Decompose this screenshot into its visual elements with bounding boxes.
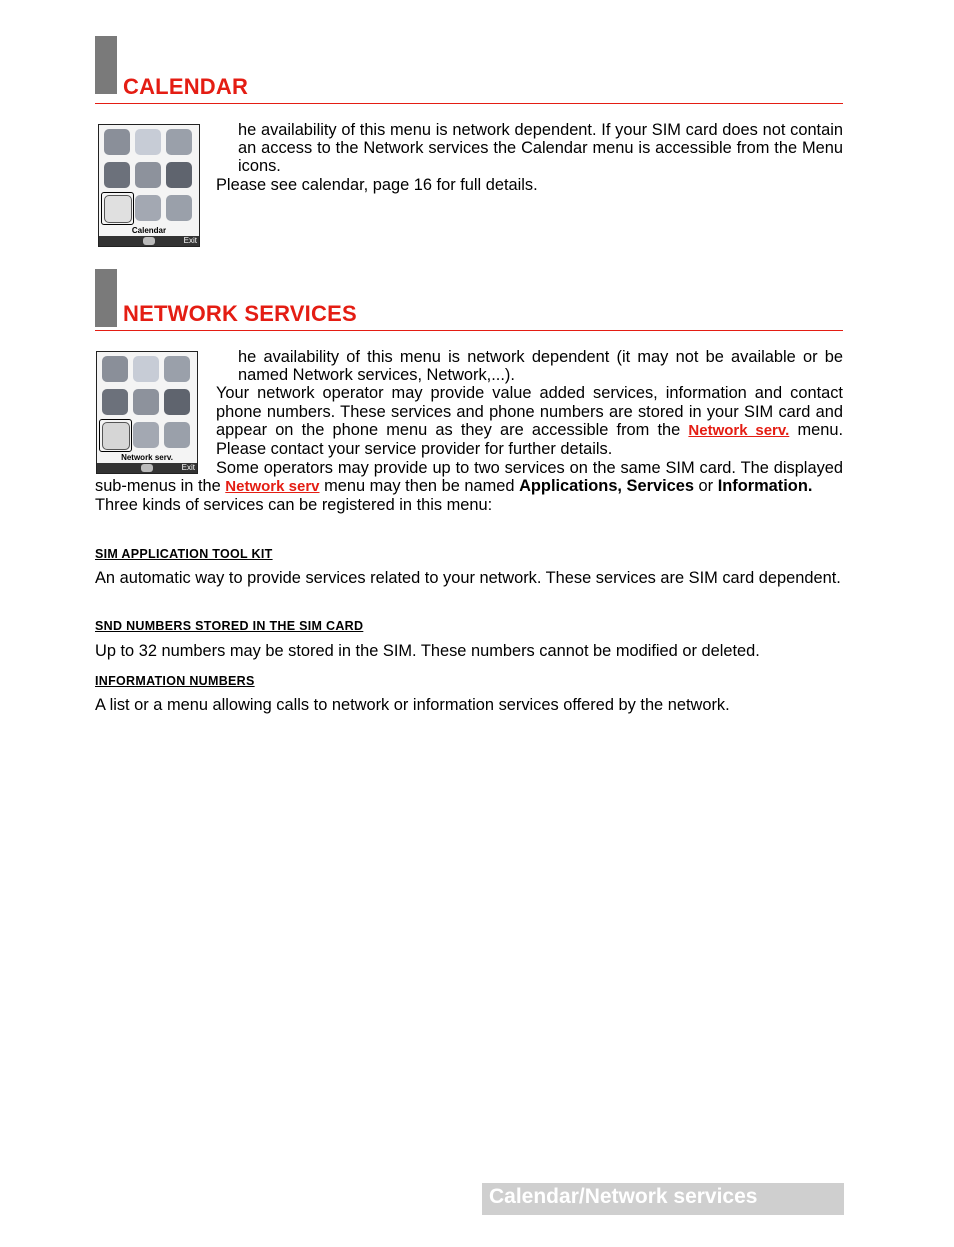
calendar-phone-screen	[98, 124, 200, 247]
camera-icon	[135, 162, 161, 188]
camera-icon	[133, 389, 159, 415]
briefcase-icon	[104, 129, 130, 155]
section-divider	[95, 330, 843, 331]
phone-icon	[166, 129, 192, 155]
selection-frame	[99, 419, 132, 452]
footer-title: Calendar/Network services	[489, 1185, 758, 1208]
softkey-bar	[99, 236, 199, 246]
calendar-section-header	[95, 36, 843, 106]
tools-icon	[166, 162, 192, 188]
phone-icon	[164, 356, 190, 382]
database-icon	[135, 195, 161, 221]
book-icon	[104, 162, 130, 188]
exit-softkey: Exit	[183, 236, 197, 245]
network-serv-link[interactable]: Network serv.	[688, 421, 790, 439]
subheading-sim-toolkit: SIM APPLICATION TOOL KIT	[95, 547, 273, 561]
tools-icon	[164, 389, 190, 415]
calendar-title: CALENDAR	[123, 74, 249, 99]
book-icon	[102, 389, 128, 415]
network-paragraph-2: Your network operator may provide value added services, information and contact phone numbers. These services and phone numbers are stored in your SIM card and appear on the phone menu as they are accessible from the Network serv. menu. Please contact your service provider for further details.	[216, 384, 843, 459]
network-paragraph-1: he availability of this menu is network dependent (it may not be available or be named Network services, Network,...).	[238, 348, 843, 385]
settings-icon	[164, 422, 190, 448]
section-body-snd-numbers: Up to 32 numbers may be stored in the SIM. These numbers cannot be modified or deleted.	[95, 642, 760, 660]
network-section-header	[95, 269, 843, 333]
briefcase-icon	[102, 356, 128, 382]
calendar-paragraph-2: Please see calendar, page 16 for full details.	[216, 175, 538, 194]
calendar-paragraph-1: he availability of this menu is network dependent. If your SIM card does not contain an access to the Network services the Calendar menu is accessible from the Menu icons.	[238, 121, 843, 176]
network-body-top	[216, 348, 843, 458]
network-paragraph-3: Some operators may provide up to two services on the same SIM card. The displayed sub-menus in the Network serv menu may then be named Applications, Services or Information.	[95, 459, 843, 496]
section-marker-block	[95, 269, 117, 327]
envelope-icon	[135, 129, 161, 155]
exit-softkey: Exit	[181, 463, 195, 472]
screen-label: Network serv.	[121, 453, 173, 462]
network-serv-link-2[interactable]: Network serv	[225, 478, 320, 496]
network-paragraph-4: Three kinds of services can be registered in this menu:	[95, 496, 493, 515]
database-icon	[133, 422, 159, 448]
network-phone-screen	[96, 351, 198, 474]
settings-icon	[166, 195, 192, 221]
calendar-body	[216, 121, 843, 194]
section-divider	[95, 103, 843, 104]
section-body-information-numbers: A list or a menu allowing calls to network or information services offered by the network.	[95, 696, 730, 714]
section-marker-block	[95, 36, 117, 94]
section-body-sim-toolkit: An automatic way to provide services related to your network. These services are SIM card dependent.	[95, 569, 841, 587]
screen-label: Calendar	[131, 226, 167, 235]
selection-frame	[101, 192, 134, 225]
network-body-bottom	[95, 459, 843, 515]
envelope-icon	[133, 356, 159, 382]
network-title: NETWORK SERVICES	[123, 301, 357, 326]
subheading-information-numbers: INFORMATION NUMBERS	[95, 674, 255, 688]
navigation-icon	[143, 237, 155, 245]
subheading-snd-numbers: SND NUMBERS STORED IN THE SIM CARD	[95, 619, 364, 633]
page-footer-banner	[482, 1183, 844, 1215]
